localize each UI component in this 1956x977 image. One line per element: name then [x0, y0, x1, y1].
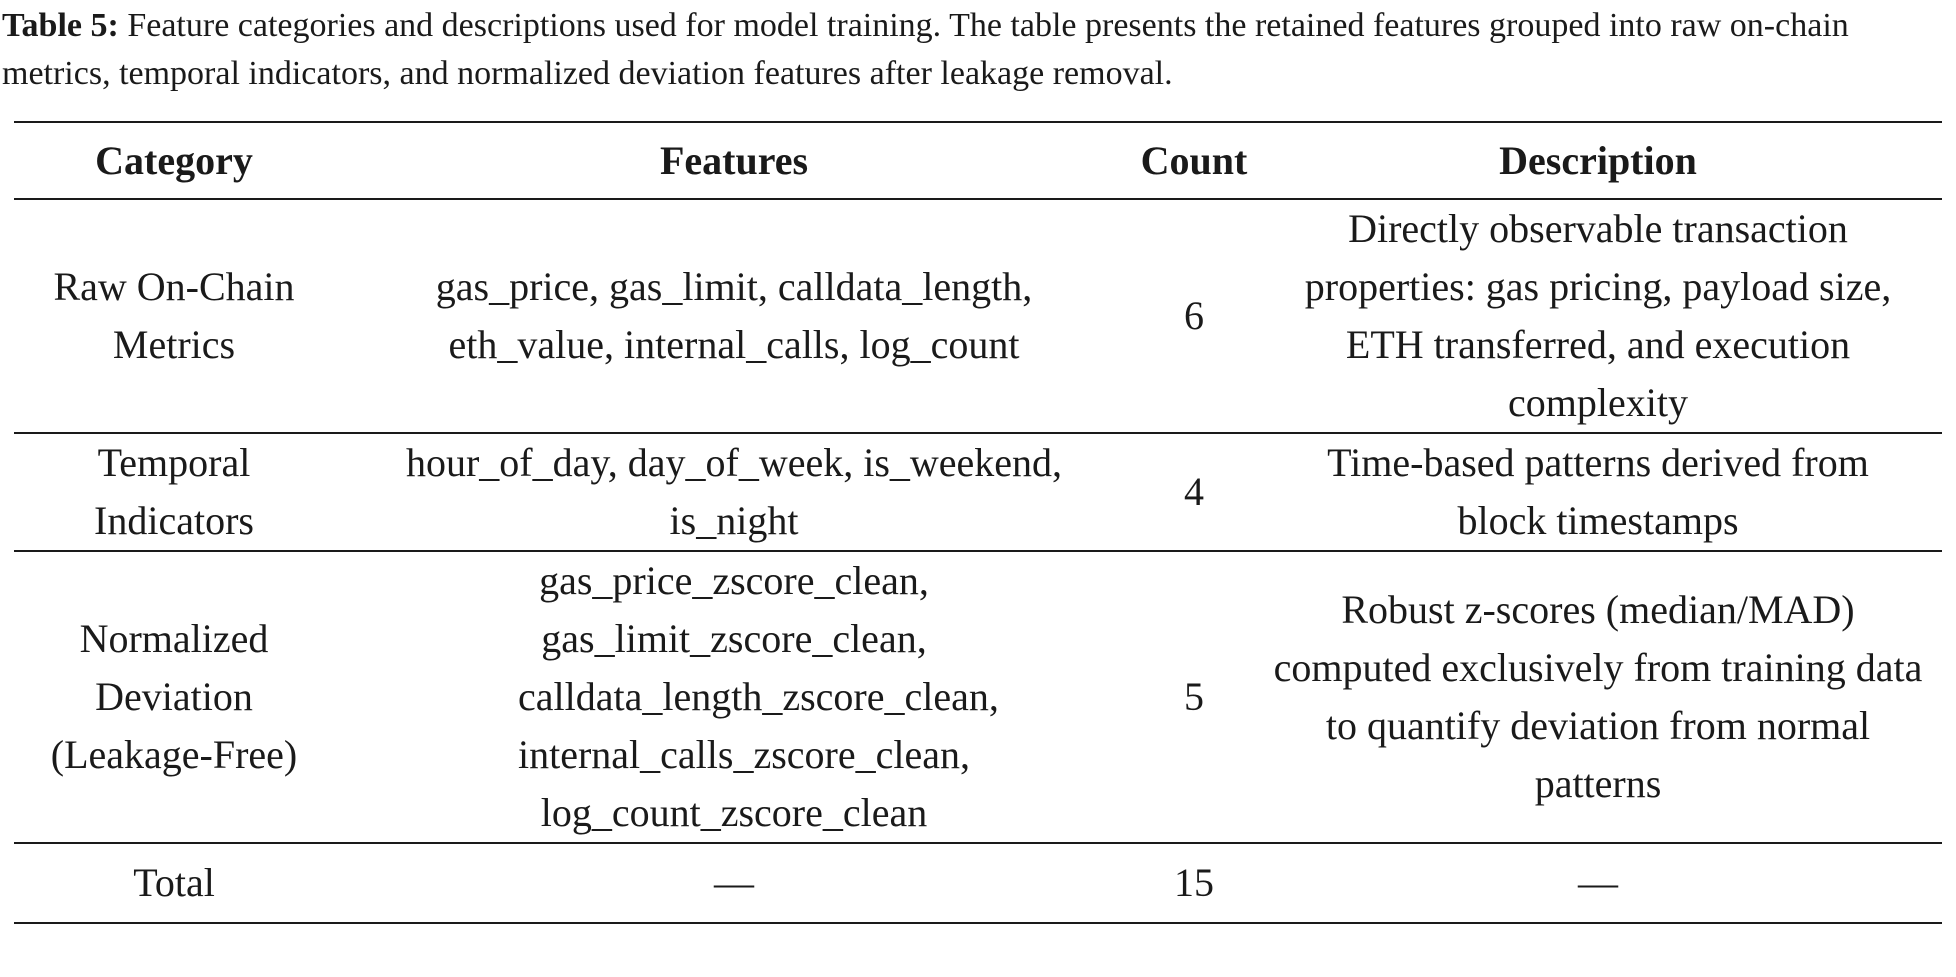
features-text: gas_price_zscore_clean, gas_limit_zscore_clean, calldata_length_zscore_clean, internal_calls_zscore_clean, log_count_zscore_clean — [518, 558, 999, 835]
cell-features — [334, 433, 1134, 551]
cell-features — [334, 551, 1134, 843]
features-text: gas_price, gas_limit, calldata_length, eth_value, internal_calls, log_count — [435, 264, 1033, 367]
category-text: Normalized Deviation (Leakage-Free) — [50, 616, 298, 777]
header-features: Features — [334, 122, 1134, 199]
cell-count — [1134, 551, 1254, 843]
cell-category — [14, 551, 334, 843]
features-text: hour_of_day, day_of_week, is_weekend, is_night — [405, 440, 1063, 543]
cell-total-label: Total — [14, 843, 334, 923]
cell-features — [334, 199, 1134, 433]
cell-total-description: — — [1254, 843, 1942, 923]
cell-total-count: 15 — [1134, 843, 1254, 923]
category-text: Temporal Indicators — [94, 440, 254, 543]
table-caption — [2, 2, 1952, 98]
caption-text: Feature categories and descriptions used for model training. The table presents the retained features grouped into raw on-chain metrics, temporal indicators, and normalized deviation features after leakage removal. — [2, 7, 1849, 92]
description-text: Robust z-scores (median/MAD) computed exclusively from training data to quantify deviation from normal patterns — [1273, 587, 1923, 806]
header-count: Count — [1134, 122, 1254, 199]
count-text: 4 — [1184, 469, 1204, 514]
description-text: Time-based patterns derived from block timestamps — [1327, 440, 1869, 543]
cell-total-features: — — [334, 843, 1134, 923]
count-text: 5 — [1184, 674, 1204, 719]
feature-table — [14, 121, 1942, 924]
cell-category — [14, 433, 334, 551]
cell-count — [1134, 199, 1254, 433]
cell-description — [1254, 433, 1942, 551]
cell-category — [14, 199, 334, 433]
cell-description — [1254, 551, 1942, 843]
cell-count — [1134, 433, 1254, 551]
table-row-normalized-deviation — [14, 551, 1942, 843]
table-row-raw-on-chain — [14, 199, 1942, 433]
header-description: Description — [1254, 122, 1942, 199]
table-row-total — [14, 843, 1942, 923]
description-text: Directly observable transaction properties: gas pricing, payload size, ETH transferred, and execution complexity — [1304, 206, 1892, 425]
header-category: Category — [14, 122, 334, 199]
cell-description — [1254, 199, 1942, 433]
table-header-row — [14, 122, 1942, 199]
category-text: Raw On-Chain Metrics — [53, 264, 295, 367]
table-row-temporal — [14, 433, 1942, 551]
caption-label: Table 5: — [2, 7, 119, 44]
count-text: 6 — [1184, 293, 1204, 338]
